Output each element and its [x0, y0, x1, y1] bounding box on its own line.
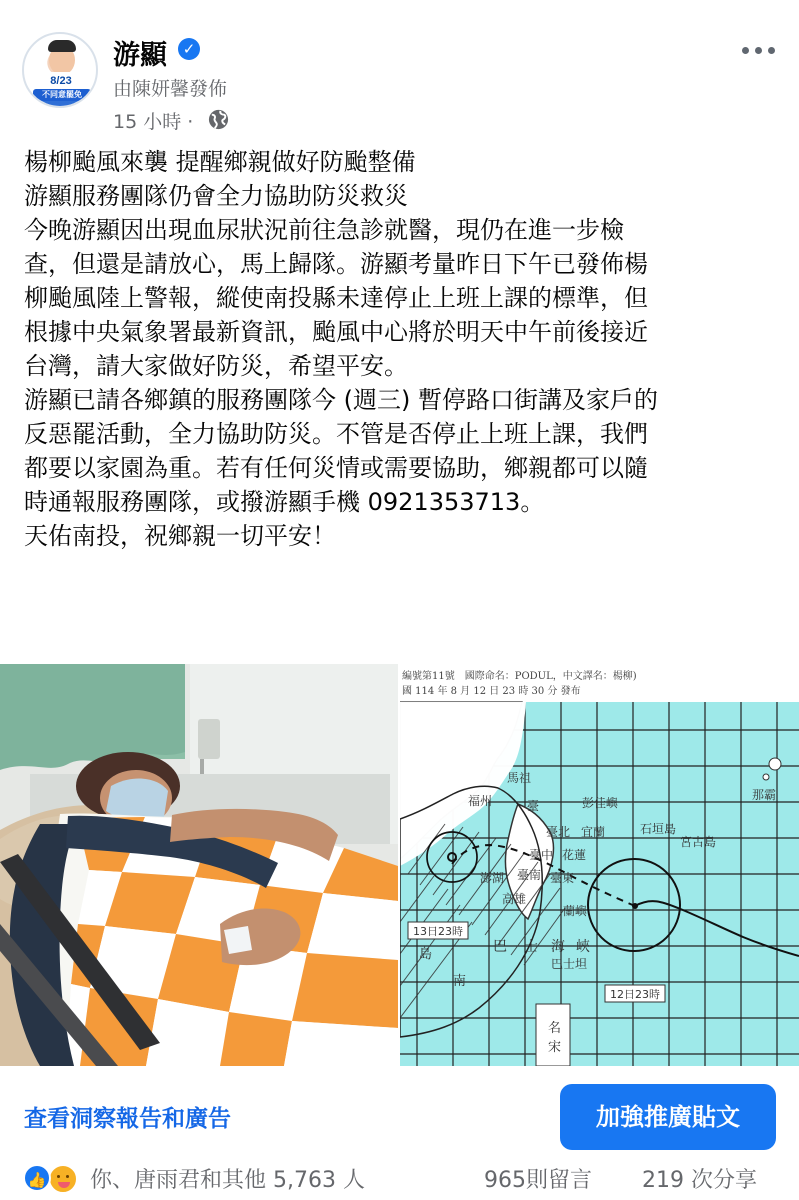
reaction-summary[interactable] — [0, 1160, 799, 1200]
map-label-taiwan-strait: 臺 — [527, 799, 540, 813]
map-label-taitung: 臺東 — [550, 871, 575, 885]
post-paragraph-hospital: 今晚游顯因出現血尿狀況前往急診就醫，現仍在進一步檢 查，但還是請放心，馬上歸隊。游顯考量昨日下午已發佈楊 柳颱風陸上警報，縱使南投縣未達停止上班上課的標準，但 根據中央氣象署最新資訊，颱風中心將於明天中午前後接近 台灣，請大家做好防災，希望平安。 — [24, 216, 648, 380]
posted-by-text: 由陳妍馨發佈 — [113, 78, 228, 100]
comments-count[interactable]: 965則留言 — [484, 1168, 592, 1193]
map-label-kaohsiung: 高雄 — [502, 892, 527, 906]
typhoon-map[interactable] — [400, 664, 799, 1066]
avatar-sub-badge: 不同意罷免 — [33, 89, 91, 101]
shares-count[interactable]: 219 次分享 — [642, 1168, 757, 1193]
post-paragraph-headline: 楊柳颱風來襲 提醒鄉親做好防颱整備 游顯服務團隊仍會全力協助防災救災 — [24, 148, 416, 210]
map-label-song: 宋 — [548, 1040, 562, 1055]
hospital-photo[interactable] — [0, 664, 398, 1066]
map-label-bashi-4: 峽 — [576, 939, 590, 955]
post-body — [24, 145, 784, 553]
post-header — [0, 0, 799, 150]
map-label-hualien: 花蓮 — [562, 848, 587, 862]
post-paragraph-service: 游顯已請各鄉鎮的服務團隊今 (週三) 暫停路口街講及家戶的 反惡罷活動，全力協助防災。不管是否停止上班上課，我們 都要以家園為重。若有任何災情或需要協助，鄉親都可以隨 時通報服務團隊，或撥游顯手機 0921353713。 — [24, 386, 658, 516]
hospital-photo-illustration — [0, 664, 398, 1066]
map-label-mazu: 馬祖 — [507, 771, 532, 785]
typhoon-map-graphic — [400, 664, 799, 1066]
map-label-bashi-1: 巴 — [493, 939, 507, 955]
timestamp-separator: · — [187, 111, 194, 133]
reaction-count-text[interactable]: 你、唐雨君和其他 5,763 人 — [90, 1168, 365, 1193]
globe-icon[interactable] — [207, 108, 230, 131]
map-label-yilan: 宜蘭 — [581, 825, 606, 839]
map-label-taizhong: 臺中 — [529, 848, 554, 862]
map-title-line-1: 編號第11號 國際命名：PODUL，中文譯名：楊柳) — [402, 671, 637, 682]
map-label-ming: 名 — [548, 1021, 562, 1036]
avatar-hair — [48, 40, 76, 52]
map-label-miyako: 宮古島 — [680, 835, 717, 849]
post-time[interactable] — [113, 107, 193, 134]
map-label-taipei: 臺北 — [546, 825, 571, 839]
post-paragraph-blessing: 天佑南投，祝鄉親一切平安！ — [24, 522, 336, 550]
map-title-line-2: 國 114 年 8 月 12 日 23 時 30 分 發布 — [402, 686, 581, 697]
avatar-badge: 8/23 — [29, 72, 93, 90]
more-options-icon[interactable] — [742, 44, 776, 58]
author-name[interactable]: 游顯 — [113, 40, 167, 71]
map-label-bashi-3: 海 — [551, 939, 565, 955]
like-icon: 👍 — [23, 1164, 51, 1192]
map-label-ishigaki: 石垣島 — [640, 822, 677, 836]
map-label-island: 島 — [419, 947, 433, 962]
map-label-naha: 那霸 — [752, 788, 777, 802]
boost-post-button[interactable]: 加強推廣貼文 — [560, 1084, 776, 1150]
map-label-batan: 巴士坦 — [551, 957, 588, 971]
verified-badge-icon: ✓ — [178, 38, 200, 60]
map-time-label-13: 13日23時 — [413, 925, 463, 938]
map-label-lanyu: 蘭嶼 — [563, 904, 588, 918]
care-reaction-icon — [48, 1164, 78, 1194]
map-label-penghu: 澎湖 — [480, 871, 505, 885]
map-label-tainan: 臺南 — [517, 868, 542, 882]
view-insights-link[interactable]: 查看洞察報告和廣告 — [24, 1106, 231, 1132]
map-label-nan: 南 — [453, 974, 467, 989]
map-label-pengjia: 彭佳嶼 — [582, 796, 619, 810]
author-avatar[interactable] — [22, 32, 98, 108]
map-label-bashi-2: 士 — [524, 939, 538, 955]
map-time-label-12: 12日23時 — [610, 988, 660, 1001]
map-label-fuzhou: 福州 — [468, 794, 493, 808]
timestamp[interactable]: 15 小時 — [113, 111, 182, 133]
